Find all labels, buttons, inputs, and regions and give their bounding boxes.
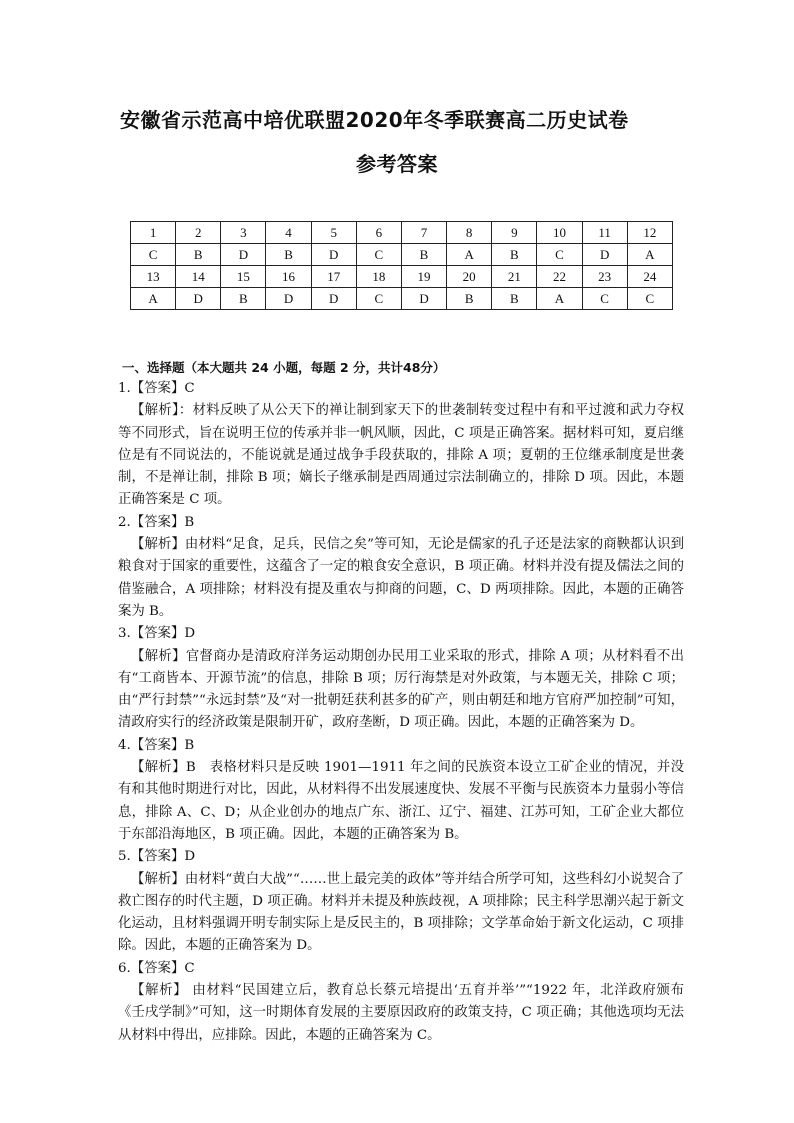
- answer-table-row: [131, 266, 673, 288]
- answer-cell: D: [401, 288, 446, 310]
- explanation-text: 【解析】：材料反映了从公天下的禅让制到家天下的世袭制转变过程中有和平过渡和武力夺权等不同形式，旨在说明王位的传承并非一帆风顺，因此，C 项是正确答案。据材料可知，夏启继位是有不同说法的，不能说就是通过战争手段获取的，排除 A 项；夏朝的王位继承制度是世袭制，不是禅让制，排除 B 项；嫡长子继承制是西周通过宗法制确立的，排除 D 项。因此，本题正确答案是 C 项。: [118, 403, 684, 508]
- question-number-cell: 21: [492, 266, 537, 288]
- answer-cell: C: [131, 244, 176, 266]
- document-title: 安徽省示范高中培优联盟2020年冬季联赛高二历史试卷: [120, 108, 629, 132]
- question-number-cell: 13: [131, 266, 176, 288]
- question-number-cell: 2: [176, 222, 221, 244]
- question-number-cell: 15: [221, 266, 266, 288]
- answer-cell: C: [356, 244, 401, 266]
- explanation-item: [118, 378, 684, 512]
- answer-cell: D: [311, 288, 356, 310]
- section-heading: 一、选择题（本大题共 24 小题，每题 2 分，共计48分）: [122, 360, 446, 375]
- answer-cell: D: [582, 244, 627, 266]
- answer-cell: D: [176, 288, 221, 310]
- question-number-cell: 9: [492, 222, 537, 244]
- explanation-item: [118, 846, 684, 957]
- answer-cell: D: [266, 288, 311, 310]
- explanation-text: 【解析】官督商办是清政府洋务运动期创办民用工业采取的形式，排除 A 项；从材料看不出有“工商皆本、开源节流”的信息，排除 B 项；厉行海禁是对外政策，与本题无关，排除 C 项；由“严行封禁”“永远封禁”及“对一批朝廷获利甚多的矿产，则由朝廷和地方官府严加控制”可知，清政府实行的经济政策是限制开矿，政府垄断，D 项正确。因此，本题的正确答案为 D。: [118, 648, 684, 731]
- question-number-cell: 4: [266, 222, 311, 244]
- answer-table-row: [131, 244, 673, 266]
- question-number-cell: 10: [537, 222, 582, 244]
- question-number-cell: 23: [582, 266, 627, 288]
- explanation-text: 【解析】由材料“足食，足兵，民信之矣”等可知，无论是儒家的孔子还是法家的商鞅都认识到粮食对于国家的重要性，这蕴含了一定的粮食安全意识，B 项正确。材料并没有提及儒法之间的借鉴融合，A 项排除；材料没有提及重农与抑商的问题，C、D 两项排除。因此，本题的正确答案为 B。: [118, 537, 684, 619]
- explanation-item: [118, 512, 684, 623]
- answer-line: 5.【答案】D: [118, 849, 196, 865]
- question-number-cell: 1: [131, 222, 176, 244]
- explanation-text: 【解析】B 表格材料只是反映 1901—1911 年之间的民族资本设立工矿企业的情况，并没有和其他时期进行对比，因此，从材料得不出发展速度快、发展不平衡与民族资本力量弱小等信息，排除 A、C、D；从企业创办的地点广东、浙江、辽宁、福建、江苏可知，工矿企业大都位于东部沿海地区，B 项正确。因此，本题的正确答案为 B。: [118, 760, 684, 842]
- answer-cell: A: [131, 288, 176, 310]
- answer-line: 6.【答案】C: [118, 960, 195, 976]
- question-number-cell: 18: [356, 266, 401, 288]
- answer-line: 2.【答案】B: [118, 514, 195, 530]
- question-number-cell: 22: [537, 266, 582, 288]
- answer-cell: B: [221, 288, 266, 310]
- question-number-cell: 7: [401, 222, 446, 244]
- answer-table-row: [131, 222, 673, 244]
- answer-line: 3.【答案】D: [118, 626, 196, 642]
- answer-line: 4.【答案】B: [118, 737, 195, 753]
- answer-cell: B: [401, 244, 446, 266]
- explanation-item: [118, 623, 684, 734]
- question-number-cell: 16: [266, 266, 311, 288]
- answer-cell: A: [537, 288, 582, 310]
- question-number-cell: 14: [176, 266, 221, 288]
- explanation-item: [118, 735, 684, 846]
- question-number-cell: 3: [221, 222, 266, 244]
- answer-table: [130, 221, 673, 310]
- answer-cell: C: [356, 288, 401, 310]
- answer-cell: B: [266, 244, 311, 266]
- question-number-cell: 8: [447, 222, 492, 244]
- explanations: [118, 378, 684, 1047]
- answer-cell: C: [537, 244, 582, 266]
- answer-cell: A: [447, 244, 492, 266]
- answer-cell: B: [492, 288, 537, 310]
- question-number-cell: 24: [627, 266, 672, 288]
- question-number-cell: 12: [627, 222, 672, 244]
- answer-cell: D: [311, 244, 356, 266]
- answer-cell: C: [627, 288, 672, 310]
- explanation-text: 【解析】 由材料“民国建立后，教育总长蔡元培提出‘五育并举’”“1922 年，北洋政府颁布《壬戌学制》”可知，这一时期体育发展的主要原因政府的政策支持，C 项正确；其他选项均无法从材料中得出，应排除。因此，本题的正确答案为 C。: [118, 983, 684, 1043]
- answer-cell: B: [492, 244, 537, 266]
- question-number-cell: 19: [401, 266, 446, 288]
- question-number-cell: 6: [356, 222, 401, 244]
- question-number-cell: 5: [311, 222, 356, 244]
- question-number-cell: 20: [447, 266, 492, 288]
- answer-cell: A: [627, 244, 672, 266]
- explanation-text: 【解析】由材料“黄白大战”“……世上最完美的政体”等并结合所学可知，这些科幻小说契合了救亡图存的时代主题，D 项正确。材料并未提及种族歧视，A 项排除；民主科学思潮兴起于新文化运动，且材料强调开明专制实际上是反民主的，B 项排除；文学革命始于新文化运动，C 项排除。因此，本题的正确答案为 D。: [118, 871, 684, 954]
- answer-cell: B: [447, 288, 492, 310]
- answer-cell: D: [221, 244, 266, 266]
- question-number-cell: 17: [311, 266, 356, 288]
- document-subtitle: 参考答案: [356, 152, 438, 176]
- answer-table-row: [131, 288, 673, 310]
- answer-cell: B: [176, 244, 221, 266]
- answer-line: 1.【答案】C: [118, 381, 195, 396]
- explanation-item: [118, 958, 684, 1047]
- question-number-cell: 11: [582, 222, 627, 244]
- answer-cell: C: [582, 288, 627, 310]
